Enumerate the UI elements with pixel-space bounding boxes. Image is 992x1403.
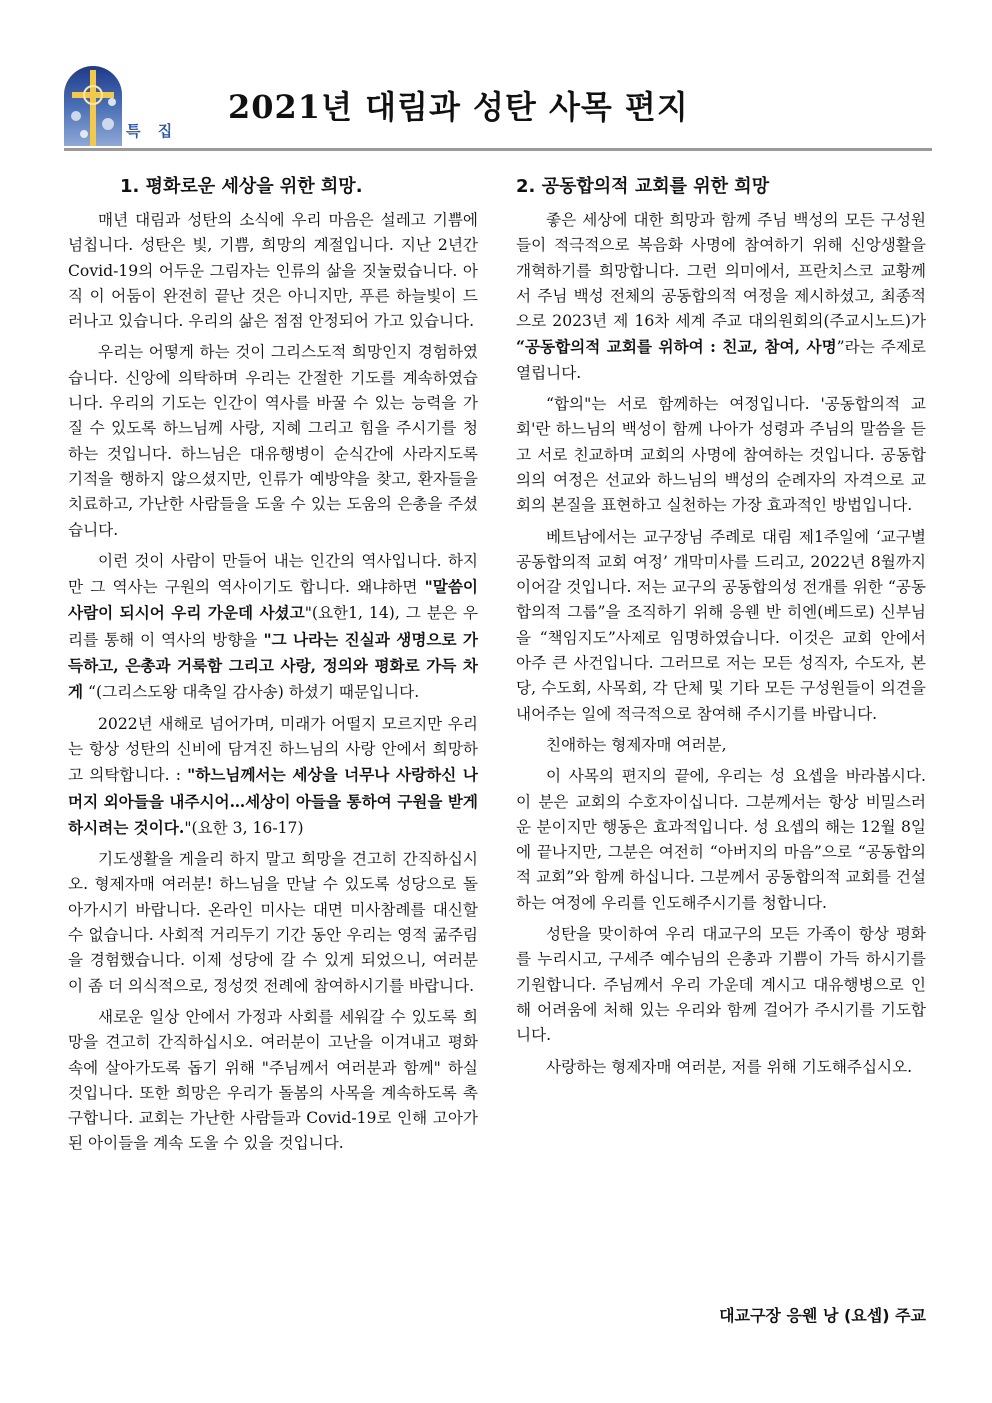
- paragraph: 기도생활을 게을리 하지 말고 희망을 견고히 간직하십시오. 형제자매 여러분! 하느님을 만날 수 있도록 성당으로 돌아가시기 바랍니다. 온라인 미사는 대면 미사참례를 대신할 수 없습니다. 사회적 거리두기 기간 동안 우리는 영적 굶주림을 경험했습니다. 이제 성당에 갈 수 있게 되었으니, 여러분이 좀 더 의식적으로, 정성껏 전례에 참여하시기를 바랍니다.: [68, 850, 478, 995]
- right-column: [516, 172, 926, 1086]
- paragraph: [516, 208, 926, 386]
- text-run: "(요한1, 14), 그 분은 우리를 통해 이 역사의 방향을: [68, 604, 478, 649]
- text-run: 이런 것이 사람이 만들어 내는 인간의 역사입니다. 하지만 그 역사는 구원의 역사이기도 합니다. 왜냐하면: [68, 551, 478, 597]
- bold-quote: "그 나라는 진실과 생명으로 가득하고, 은총과 거룩함 그리고 사랑, 정의와 평화로 가득 차게: [68, 629, 478, 702]
- page-header: [64, 62, 932, 152]
- paragraph: 친애하는 형제자매 여러분,: [546, 735, 727, 754]
- paragraph: [68, 549, 478, 706]
- header-divider: [64, 148, 932, 151]
- bold-quote: “공동합의적 교회를 위하여 : 친교, 참여, 사명: [516, 337, 837, 357]
- text-run: 좋은 세상에 대한 희망과 함께 주님 백성의 모든 구성원들이 적극적으로 복음화 사명에 참여하기 위해 신앙생활을 개혁하기를 희망합니다. 그런 의미에서, 프란치스코 교황께서 주님 백성 전체의 공동합의적 여정을 제시하셨고, 최종적으로 2023년 제 16차 세계 주교 대의원회의(주교시노드)가: [516, 211, 926, 331]
- section-label: 특 집: [126, 122, 179, 140]
- paragraph: 새로운 일상 안에서 가정과 사회를 세워갈 수 있도록 희망을 견고히 간직하십시오. 여러분이 고난을 이겨내고 평화 속에 살아가도록 돕기 위해 "주님께서 여러분과 함께" 하실 것입니다. 또한 희망은 우리가 돌봄의 사목을 계속하도록 촉구합니다. 교회는 가난한 사람들과 Covid-19로 인해 고아가 된 아이들을 계속 도울 수 있을 것입니다.: [68, 1007, 478, 1153]
- section-heading-2: 2. 공동합의적 교회를 위한 희망: [516, 176, 770, 197]
- text-run: “(그리스도왕 대축일 감사송) 하셨기 때문입니다.: [83, 683, 420, 702]
- paragraph: 베트남에서는 교구장님 주례로 대림 제1주일에 ‘교구별 공동합의적 교회 여정’ 개막미사를 드리고, 2022년 8월까지 이어갈 것입니다. 저는 교구의 공동합의성 전개를 위한 “공동합의적 그룹”을 조직하기 위해 응웬 반 히엔(베드로) 신부님을 “책임지도”사제로 임명하였습니다. 이것은 교회 안에서 아주 큰 사건입니다. 그러므로 저는 모든 성직자, 수도자, 본당, 수도회, 사목회, 각 단체 및 기타 모든 구성원들이 의견을 내어주는 일에 적극적으로 참여해 주시기를 바랍니다.: [516, 527, 926, 723]
- paragraph: 매년 대림과 성탄의 소식에 우리 마음은 설레고 기쁨에 넘칩니다. 성탄은 빛, 기쁨, 희망의 계절입니다. 지난 2년간 Covid-19의 어두운 그림자는 인류의 삶을 짓눌렀습니다. 아직 이 어둠이 완전히 끝난 것은 아니지만, 푸른 하늘빛이 드러나고 있습니다. 우리의 삶은 점점 안정되어 가고 있습니다.: [68, 211, 478, 331]
- text-run: ”라는 주제로 열립니다.: [516, 338, 926, 382]
- bold-quote: "말씀이 사람이 되시어 우리 가운데 사셨고: [68, 577, 478, 623]
- text-run: "(요한 3, 16-17): [184, 818, 304, 837]
- paragraph: 우리는 어떻게 하는 것이 그리스도적 희망인지 경험하였습니다. 신앙에 의탁하며 우리는 간절한 기도를 계속하였습니다. 우리의 기도는 인간이 역사를 바꿀 수 있는 능력을 가질 수 있도록 하느님께 사랑, 지혜 그리고 힘을 주시기를 청하는 것입니다. 하느님은 대유행병이 순식간에 사라지도록 기적을 행하지 않으셨지만, 인류가 예방약을 찾고, 환자들을 치료하고, 가난한 사람들을 도울 수 있는 도움의 은총을 주셨습니다.: [68, 343, 478, 539]
- paragraph: 성탄을 맞이하여 우리 대교구의 모든 가족이 항상 평화를 누리시고, 구세주 예수님의 은총과 기쁨이 가득 하시기를 기원합니다. 주님께서 우리 가운데 계시고 대유행병으로 인해 어려움에 처해 있는 우리와 함께 걸어가 주시기를 기도합니다.: [516, 925, 926, 1045]
- left-column: [68, 172, 478, 1163]
- section-heading-1: 1. 평화로운 세상을 위한 희망.: [120, 176, 363, 197]
- cross-window-logo-icon: [64, 66, 122, 146]
- paragraph: 사랑하는 형제자매 여러분, 저를 위해 기도해주십시오.: [546, 1057, 913, 1076]
- signature: 대교구장 응웬 낭 (요셉) 주교: [719, 1306, 926, 1325]
- page-title: 2021년 대림과 성탄 사목 편지: [228, 88, 689, 126]
- paragraph: 이 사목의 편지의 끝에, 우리는 성 요셉을 바라봅시다. 이 분은 교회의 수호자이십니다. 그분께서는 항상 비밀스러운 분이지만 행동은 효과적입니다. 성 요셉의 해는 12월 8일에 끝나지만, 그분은 여전히 “아버지의 마음”으로 “공동합의적 교회”와 함께 하십니다. 그분께서 공동합의적 교회를 건설하는 여정에 우리를 인도해주시기를 청합니다.: [516, 767, 926, 912]
- text-run: 2022년 새해로 넘어가며, 미래가 어떨지 모르지만 우리는 항상 성탄의 신비에 담겨진 하느님의 사랑 안에서 희망하고 의탁합니다. :: [68, 714, 478, 785]
- paragraph: “합의"는 서로 함께하는 여정입니다. '공동합의적 교회'란 하느님의 백성이 함께 나아가 성령과 주님의 말씀을 듣고 서로 친교하며 교회의 사명에 참여하는 것입니다. 공동합의의 여정은 선교와 하느님의 백성의 순례자의 자격으로 교회의 본질을 표현하고 실천하는 가장 효과적인 방법입니다.: [516, 395, 926, 515]
- paragraph: [68, 712, 478, 841]
- bold-quote: "하느님께서는 세상을 너무나 사랑하신 나머지 외아들을 내주시어…세상이 아들을 통하여 구원을 받게 하시려는 것이다.: [68, 765, 478, 837]
